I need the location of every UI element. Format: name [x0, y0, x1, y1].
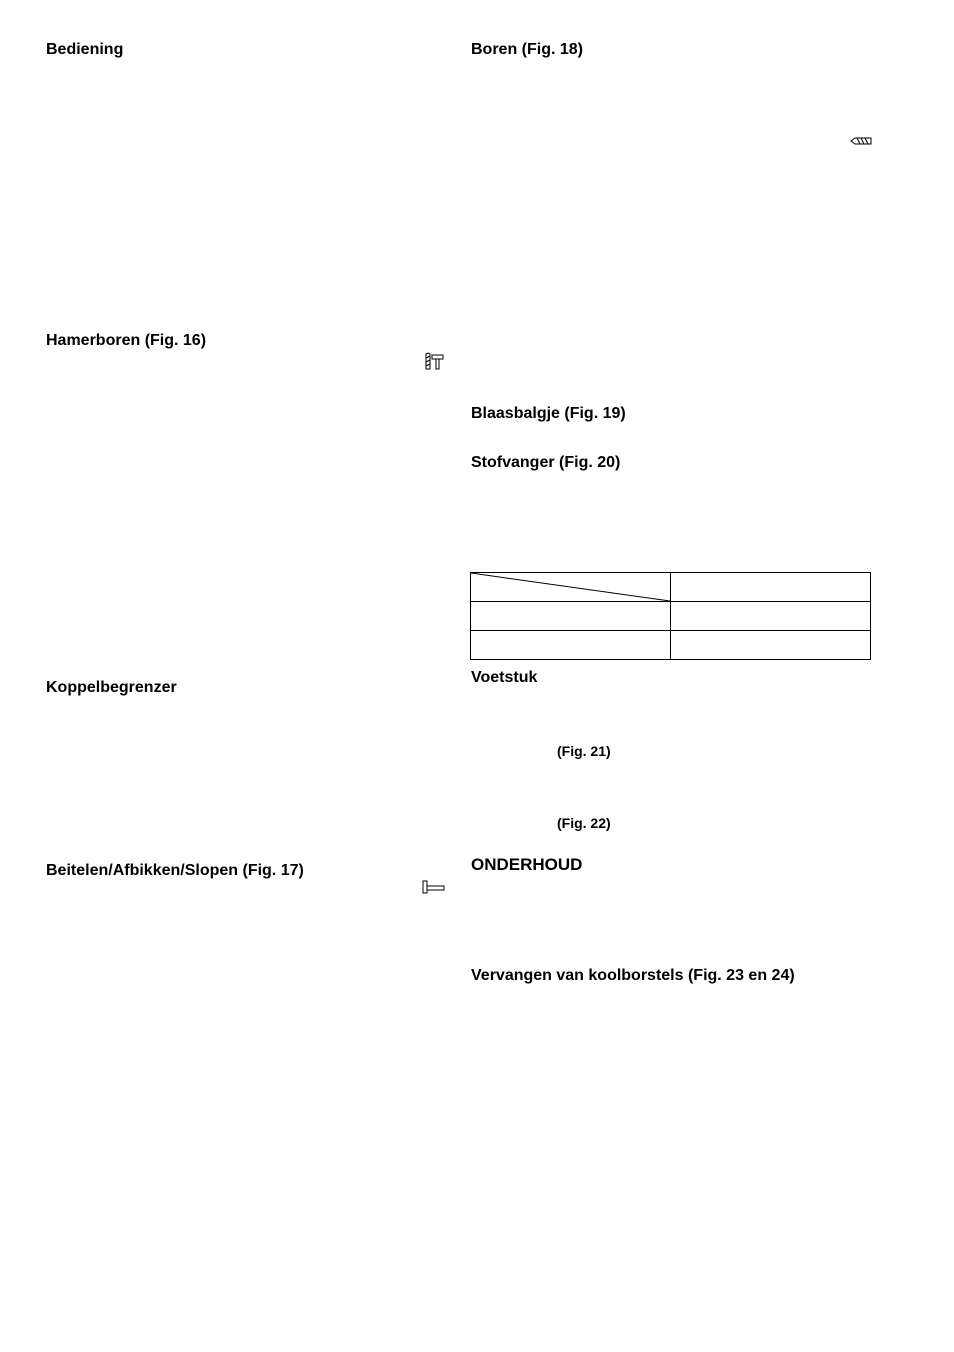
table-header-diagonal-cell: [471, 573, 671, 602]
dust-cup-table: [470, 572, 871, 660]
heading-koolborstels: Vervangen van koolborstels (Fig. 23 en 24): [471, 967, 795, 984]
table-cell: [471, 602, 671, 631]
hammer-drill-icon: [423, 352, 444, 371]
table-cell: [671, 602, 871, 631]
table-cell: [471, 631, 671, 660]
label-fig-22: (Fig. 22): [557, 815, 611, 831]
table-cell: [671, 631, 871, 660]
heading-bediening: Bediening: [46, 41, 124, 58]
diagonal-line: [471, 573, 670, 601]
heading-blaasbalgje: Blaasbalgje (Fig. 19): [471, 405, 626, 422]
heading-hamerboren: Hamerboren (Fig. 16): [46, 332, 207, 349]
table-row: [471, 573, 871, 602]
heading-beitelen: Beitelen/Afbikken/Slopen (Fig. 17): [46, 862, 304, 879]
label-fig-21: (Fig. 21): [557, 743, 611, 759]
drill-only-icon: [850, 136, 872, 146]
table-row: [471, 602, 871, 631]
table-row: [471, 631, 871, 660]
heading-voetstuk: Voetstuk: [471, 669, 538, 686]
hammer-only-icon: [421, 879, 446, 896]
heading-onderhoud: ONDERHOUD: [471, 855, 583, 874]
heading-koppelbegrenzer: Koppelbegrenzer: [46, 679, 177, 696]
heading-boren: Boren (Fig. 18): [471, 41, 584, 58]
table-cell: [671, 573, 871, 602]
heading-stofvanger: Stofvanger (Fig. 20): [471, 454, 621, 471]
